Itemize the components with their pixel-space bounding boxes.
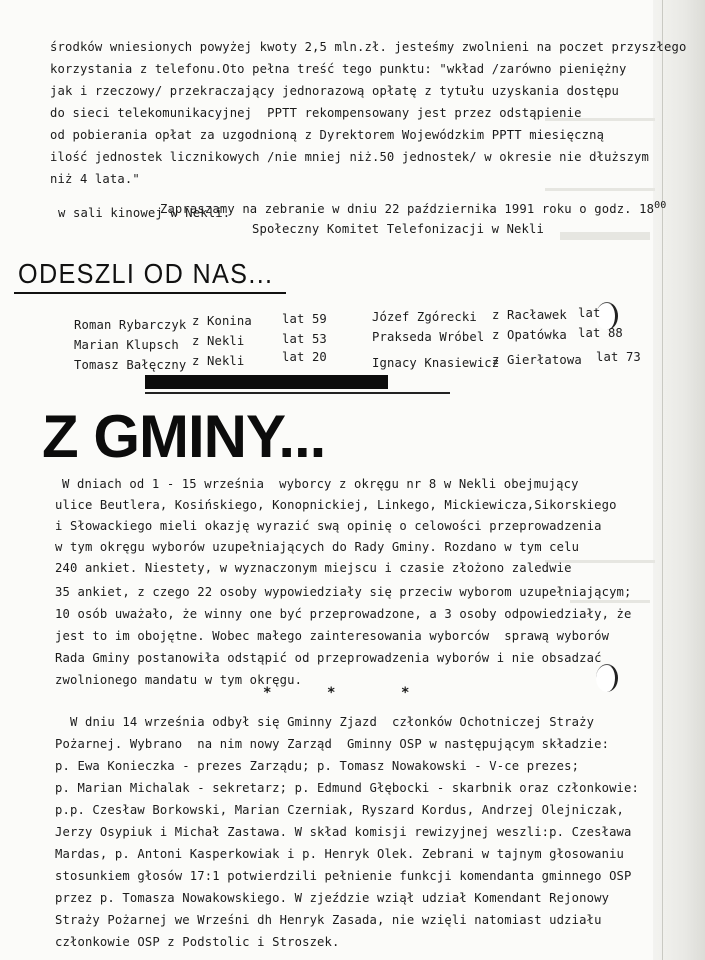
invitation-text: Zapraszamy na zebranie w dniu 22 października 1991 roku o godz. 18	[159, 202, 655, 217]
obituary-age: lat 73	[596, 350, 641, 364]
text-line: ilość jednostek licznikowych /nie mniej niż.50 jednostek/ w okresie nie dłuższym	[50, 150, 649, 164]
invitation-time-minutes: 00	[654, 200, 667, 211]
text-line: w tym okręgu wyborów uzupełniających do Rady Gminy. Rozdano w tym celu	[55, 540, 580, 554]
text-line: przez p. Tomasza Nowakowskiego. W zjeździe wziął udział Komendant Rejonowy	[55, 891, 610, 905]
obituary-heading: ODESZLI OD NAS...	[18, 258, 274, 289]
text-line: zwolnionego mandatu w tym okręgu.	[55, 673, 303, 687]
obituary-name: Roman Rybarczyk	[74, 318, 187, 332]
obituary-name: Ignacy Knasiewicz	[372, 356, 500, 370]
separator-asterisk: *	[327, 685, 336, 701]
text-line: Mardas, p. Antoni Kasperkowiak i p. Henryk Olek. Zebrani w tajnym głosowaniu	[55, 847, 625, 861]
text-line: Straży Pożarnej we Wrześni dh Henryk Zasada, nie wzięli natomiast udziału	[55, 913, 602, 927]
bleed-through-mark	[560, 232, 650, 240]
section-separator	[255, 685, 415, 701]
obituary-name: Prakseda Wróbel	[372, 330, 485, 344]
obituary-heading-rule	[14, 292, 286, 294]
text-line: jest to im obojętne. Wobec małego zainteresowania wyborców sprawą wyborów	[55, 629, 610, 643]
text-line: niż 4 lata."	[50, 172, 140, 186]
text-line: od pobierania opłat za uzgodnioną z Dyrektorem Wojewódzkim PPTT miesięczną	[50, 128, 605, 142]
text-line: p.p. Czesław Borkowski, Marian Czerniak, Ryszard Kordus, Andrzej Olejniczak,	[55, 803, 625, 817]
decorative-black-bar	[145, 375, 388, 389]
text-line: korzystania z telefonu.Oto pełna treść tego punktu: "wkład /zarówno pieniężny	[50, 62, 627, 76]
obituary-name: Marian Klupsch	[74, 338, 179, 352]
bleed-through-mark	[570, 600, 650, 603]
text-line: do sieci telekomunikacyjnej PPTT rekompensowany jest przez odstąpienie	[50, 106, 582, 120]
separator-asterisk: *	[263, 685, 272, 701]
obituary-place: z Racławek	[492, 308, 567, 322]
text-line: W dniach od 1 - 15 września wyborcy z okręgu nr 8 w Nekli obejmujący	[62, 477, 579, 491]
text-line: ulice Beutlera, Kosińskiego, Konopnickiej, Linkego, Mickiewicza,Sikorskiego	[55, 498, 617, 512]
obituary-age: lat	[578, 306, 601, 320]
text-line: 10 osób uważało, że winny one być przeprowadzone, a 3 osoby odpowiedziały, że	[55, 607, 632, 621]
text-line: stosunkiem głosów 17:1 potwierdzili pełnienie funkcji komendanta gminnego OSP	[55, 869, 632, 883]
text-line: jak i rzeczowy/ przekraczający jednorazową opłatę z tytułu uzyskania dostępu	[50, 84, 620, 98]
section-title: Z GMINY...	[42, 403, 326, 470]
text-line: i Słowackiego mieli okazję wyrazić swą opinię o celowości przeprowadzenia	[55, 519, 602, 533]
obituary-age: lat 88	[578, 326, 623, 340]
obituary-age: lat 53	[282, 332, 327, 346]
text-line: W dniu 14 września odbył się Gminny Zjazd członków Ochotniczej Straży	[70, 715, 595, 729]
obituary-place: z Nekli	[192, 354, 245, 368]
obituary-place: z Nekli	[192, 334, 245, 348]
text-line: Rada Gminy postanowiła odstąpić od przeprowadzenia wyborów i nie obsadzać	[55, 651, 602, 665]
obituary-age: lat 59	[282, 312, 327, 326]
page-edge-shadow	[653, 0, 705, 960]
text-line: 240 ankiet. Niestety, w wyznaczonym miejscu i czasie złożono zaledwie	[55, 561, 572, 575]
text-line: p. Ewa Konieczka - prezes Zarządu; p. Tomasz Nowakowski - V-ce prezes;	[55, 759, 580, 773]
text-line: p. Marian Michalak - sekretarz; p. Edmund Głębocki - skarbnik oraz członkowie:	[55, 781, 640, 795]
separator-asterisk: *	[401, 685, 410, 701]
invitation-signature: Społeczny Komitet Telefonizacji w Nekli	[252, 222, 545, 236]
text-line: członkowie OSP z Podstolic i Stroszek.	[55, 935, 340, 949]
obituary-place: z Opatówka	[492, 328, 567, 342]
obituary-name: Tomasz Bałęczny	[74, 358, 187, 372]
text-line: środków wniesionych powyżej kwoty 2,5 mln.zł. jesteśmy zwolnieni na poczet przyszłego	[50, 40, 687, 54]
text-line: 35 ankiet, z czego 22 osoby wypowiedziały się przeciw wyborom uzupełniającym;	[55, 585, 632, 599]
text-line: Jerzy Osypiuk i Michał Zastawa. W skład komisji rewizyjnej weszli:p. Czesława	[55, 825, 632, 839]
obituary-age: lat 20	[282, 350, 327, 364]
obituary-name: Józef Zgórecki	[372, 310, 477, 324]
punch-hole	[596, 664, 618, 692]
obituary-place: z Gierłatowa	[492, 353, 582, 367]
page-fold-line	[662, 0, 663, 960]
obituary-place: z Konina	[192, 314, 252, 328]
text-line: Pożarnej. Wybrano na nim nowy Zarząd Gminny OSP w następującym składzie:	[55, 737, 610, 751]
decorative-rule	[145, 392, 450, 394]
invitation-place: w sali kinowej w Nekli.	[58, 206, 231, 220]
